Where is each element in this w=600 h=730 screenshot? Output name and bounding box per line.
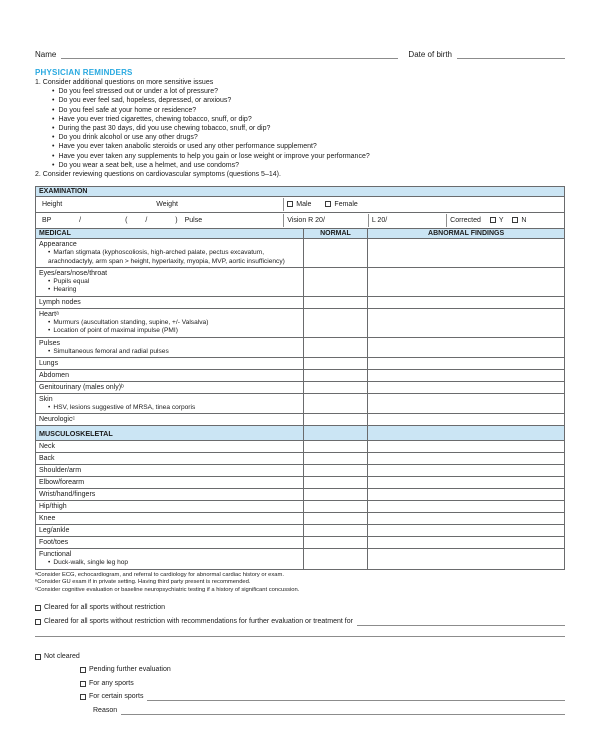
- reason-label: Reason: [93, 706, 118, 714]
- exam-item-label: Appearance: [39, 241, 77, 249]
- exam-table-row: [36, 370, 565, 382]
- exam-table-row: [36, 394, 565, 414]
- exam-item-bullet: • Location of point of maximal impulse (PMI): [39, 327, 300, 335]
- reminder-bullet: • Do you feel safe at your home or residence?: [52, 106, 565, 115]
- exam-item-cell: [36, 441, 304, 453]
- normal-entry-cell[interactable]: [303, 513, 368, 525]
- exam-item-cell: [36, 394, 304, 414]
- exam-table-row: [36, 465, 565, 477]
- male-label: Male: [296, 200, 312, 208]
- exam-item-label: Heartᵃ: [39, 310, 59, 318]
- exam-item-label: Pulses: [39, 339, 61, 347]
- exam-item-label: Knee: [39, 515, 56, 523]
- exam-item-cell: [36, 537, 304, 549]
- exam-item-label: Shoulder/arm: [39, 467, 82, 475]
- exam-item-cell: [36, 501, 304, 513]
- name-input-line[interactable]: [61, 50, 398, 59]
- bp-slash-2-icon: /: [145, 216, 148, 224]
- exam-item-cell: [36, 414, 304, 426]
- exam-table-row: [36, 453, 565, 465]
- treatment-for-input-line[interactable]: [357, 625, 565, 626]
- normal-entry-cell[interactable]: [303, 337, 368, 357]
- normal-entry-cell[interactable]: [303, 414, 368, 426]
- medical-column-header-row: [36, 229, 565, 239]
- bp-label: BP: [42, 216, 52, 224]
- reminder-bullet: • Do you feel stressed out or under a lot of pressure?: [52, 87, 565, 96]
- clearance-section: [35, 603, 565, 715]
- abnormal-findings-entry-cell[interactable]: [368, 308, 565, 337]
- exam-table-row: [36, 268, 565, 297]
- for-any-sports-checkbox[interactable]: [80, 681, 86, 687]
- exam-table-row: [36, 441, 565, 453]
- normal-entry-cell[interactable]: [303, 370, 368, 382]
- bp-vision-row: [36, 213, 565, 229]
- examination-section-header: EXAMINATION: [36, 187, 565, 197]
- exam-item-cell: [36, 549, 304, 569]
- name-dob-row: [35, 50, 565, 59]
- exam-item-label: Back: [39, 455, 55, 463]
- vision-right-segment[interactable]: [283, 214, 368, 227]
- not-cleared-row: [35, 652, 565, 661]
- not-cleared-checkbox[interactable]: [35, 654, 41, 660]
- footnotes: [35, 572, 565, 594]
- vision-left-segment[interactable]: [368, 214, 446, 227]
- for-any-sports-label: For any sports: [89, 679, 134, 687]
- exam-item-cell: [36, 296, 304, 308]
- musculoskeletal-normal-header-cell: [303, 426, 368, 441]
- corrected-no-label: N: [521, 216, 527, 224]
- exam-item-cell: [36, 525, 304, 537]
- exam-item-cell: [36, 308, 304, 337]
- height-weight-segment: [39, 198, 283, 211]
- abnormal-findings-column-header: ABNORMAL FINDINGS: [368, 229, 565, 239]
- physician-reminders-title: PHYSICIAN REMINDERS: [35, 68, 133, 77]
- exam-item-bullet: • Simultaneous femoral and radial pulses: [39, 348, 300, 356]
- exam-item-cell: [36, 477, 304, 489]
- normal-entry-cell[interactable]: [303, 268, 368, 297]
- examination-table: [35, 186, 565, 570]
- examination-header-row: [36, 187, 565, 197]
- normal-entry-cell[interactable]: [303, 441, 368, 453]
- exam-item-label: Wrist/hand/fingers: [39, 491, 96, 499]
- corrected-segment: [446, 214, 561, 227]
- exam-item-bullet: • HSV, lesions suggestive of MRSA, tinea corporis: [39, 404, 300, 412]
- exam-table-row: [36, 525, 565, 537]
- sex-segment: [283, 198, 561, 211]
- exam-item-label: Hip/thigh: [39, 503, 67, 511]
- exam-table-row: [36, 414, 565, 426]
- pulse-label: Pulse: [184, 216, 203, 224]
- normal-entry-cell[interactable]: [303, 525, 368, 537]
- exam-table-row: [36, 549, 565, 569]
- cleared-with-recommendations-row: [35, 617, 565, 626]
- reason-input-line[interactable]: [121, 714, 565, 715]
- reminder-item-1: 1. Consider additional questions on more sensitive issues: [35, 79, 214, 86]
- not-cleared-label: Not cleared: [44, 652, 80, 660]
- corrected-yes-checkbox[interactable]: [490, 217, 496, 223]
- normal-entry-cell[interactable]: [303, 394, 368, 414]
- normal-entry-cell[interactable]: [303, 489, 368, 501]
- exam-table-row: [36, 513, 565, 525]
- reminder-item-2: 2. Consider reviewing questions on cardiovascular symptoms (questions 5–14).: [35, 171, 281, 179]
- normal-entry-cell[interactable]: [303, 358, 368, 370]
- exam-item-label: Eyes/ears/nose/throat: [39, 270, 108, 278]
- reminder-bullet: • During the past 30 days, did you use chewing tobacco, snuff, or dip?: [52, 124, 565, 133]
- normal-entry-cell[interactable]: [303, 308, 368, 337]
- exam-item-label: Elbow/forearm: [39, 479, 85, 487]
- reason-row: [93, 706, 565, 715]
- bp-slash-icon: /: [79, 216, 82, 224]
- exam-item-label: Abdomen: [39, 372, 69, 380]
- bp-open-paren: (: [125, 216, 128, 224]
- reminder-bullet-list: [52, 87, 565, 170]
- female-label: Female: [334, 200, 358, 208]
- reminder-bullet: • Have you ever taken anabolic steroids or used any other performance supplement?: [52, 142, 565, 151]
- normal-entry-cell[interactable]: [303, 465, 368, 477]
- abnormal-findings-entry-cell[interactable]: [368, 489, 565, 501]
- normal-entry-cell[interactable]: [303, 501, 368, 513]
- abnormal-findings-entry-cell[interactable]: [368, 239, 565, 268]
- exam-item-label: Leg/ankle: [39, 527, 70, 535]
- exam-item-label: Lymph nodes: [39, 298, 81, 306]
- abnormal-findings-entry-cell[interactable]: [368, 296, 565, 308]
- male-checkbox[interactable]: [287, 201, 293, 207]
- abnormal-findings-entry-cell[interactable]: [368, 525, 565, 537]
- for-any-sports-row: [80, 679, 565, 688]
- exam-item-label: Foot/toes: [39, 539, 69, 547]
- exam-item-bullet: • Pupils equal: [39, 278, 300, 286]
- abnormal-findings-entry-cell[interactable]: [368, 441, 565, 453]
- pending-evaluation-checkbox[interactable]: [80, 667, 86, 673]
- exam-table-row: [36, 477, 565, 489]
- footnote: ᶜConsider cognitive evaluation or baseline neuropsychiatric testing if a history of significant concussion.: [35, 586, 300, 593]
- female-checkbox[interactable]: [325, 201, 331, 207]
- height-weight-row: [36, 197, 565, 213]
- cleared-with-recommendations-label: Cleared for all sports without restriction with recommendations for further evaluation or treatment for: [44, 617, 353, 625]
- pending-evaluation-row: [80, 665, 565, 674]
- corrected-label: Corrected: [450, 216, 481, 224]
- exam-item-cell: [36, 465, 304, 477]
- exam-item-bullet: • Marfan stigmata (kyphoscoliosis, high-arched palate, pectus excavatum, arachnodactyly, arm span > height, hyperlaxity, myopia, MVP, aortic insufficiency): [39, 249, 300, 266]
- dob-input-line[interactable]: [457, 50, 565, 59]
- exam-table-row: [36, 358, 565, 370]
- cleared-label: Cleared for all sports without restriction: [44, 604, 165, 612]
- for-certain-sports-checkbox[interactable]: [80, 694, 86, 700]
- exam-item-label: Neck: [39, 443, 55, 451]
- abnormal-findings-entry-cell[interactable]: [368, 370, 565, 382]
- certain-sports-input-line[interactable]: [147, 700, 565, 701]
- exam-item-cell: [36, 453, 304, 465]
- physician-reminders-list: [35, 78, 565, 179]
- abnormal-findings-entry-cell[interactable]: [368, 268, 565, 297]
- bp-close-paren: ): [175, 216, 178, 224]
- normal-column-header: NORMAL: [303, 229, 368, 239]
- reminder-bullet: • Have you ever tried cigarettes, chewing tobacco, snuff, or dip?: [52, 115, 565, 124]
- exam-item-cell: [36, 337, 304, 357]
- bp-vision-cell: [36, 213, 565, 229]
- abnormal-findings-entry-cell[interactable]: [368, 513, 565, 525]
- exam-item-bullet: • Duck-walk, single leg hop: [39, 559, 300, 567]
- normal-entry-cell[interactable]: [303, 239, 368, 268]
- abnormal-findings-entry-cell[interactable]: [368, 414, 565, 426]
- exam-table-row: [36, 382, 565, 394]
- corrected-yes-label: Y: [498, 216, 504, 224]
- cleared-with-recommendations-checkbox[interactable]: [35, 619, 41, 625]
- exam-item-bullet: • Hearing: [39, 286, 300, 294]
- exam-table-row: [36, 296, 565, 308]
- corrected-no-checkbox[interactable]: [512, 217, 518, 223]
- normal-entry-cell[interactable]: [303, 537, 368, 549]
- exam-item-cell: [36, 489, 304, 501]
- height-weight-cell: [36, 197, 565, 213]
- musculoskeletal-header-row: [36, 426, 565, 441]
- exam-item-label: Genitourinary (males only)ᵇ: [39, 384, 124, 392]
- reminder-bullet: • Do you ever feel sad, hopeless, depressed, or anxious?: [52, 96, 565, 105]
- normal-entry-cell[interactable]: [303, 382, 368, 394]
- abnormal-findings-entry-cell[interactable]: [368, 394, 565, 414]
- exam-table-row: [36, 501, 565, 513]
- abnormal-findings-entry-cell[interactable]: [368, 465, 565, 477]
- normal-entry-cell[interactable]: [303, 549, 368, 569]
- normal-entry-cell[interactable]: [303, 453, 368, 465]
- medical-column-header: MEDICAL: [36, 229, 304, 239]
- exam-item-cell: [36, 382, 304, 394]
- vision-right-label: Vision R 20/: [287, 216, 325, 224]
- exam-table-row: [36, 537, 565, 549]
- exam-item-bullet: • Murmurs (auscultation standing, supine, +/- Valsalva): [39, 319, 300, 327]
- vision-left-label: L 20/: [371, 216, 388, 224]
- reminder-bullet: • Do you wear a seat belt, use a helmet, and use condoms?: [52, 161, 565, 170]
- musculoskeletal-section-header: MUSCULOSKELETAL: [36, 426, 304, 441]
- exam-table-row: [36, 489, 565, 501]
- exam-item-cell: [36, 370, 304, 382]
- exam-item-cell: [36, 358, 304, 370]
- height-label: Height: [42, 200, 63, 208]
- abnormal-findings-entry-cell[interactable]: [368, 537, 565, 549]
- exam-item-cell: [36, 239, 304, 268]
- footnote: ᵇConsider GU exam if in private setting. Having third party present is recommended.: [35, 579, 251, 586]
- exam-item-label: Lungs: [39, 360, 59, 368]
- normal-entry-cell[interactable]: [303, 477, 368, 489]
- exam-item-label: Functional: [39, 551, 72, 559]
- exam-table-row: [36, 239, 565, 268]
- weight-label: Weight: [156, 200, 178, 208]
- abnormal-findings-entry-cell[interactable]: [368, 477, 565, 489]
- abnormal-findings-entry-cell[interactable]: [368, 337, 565, 357]
- treatment-for-continuation-line[interactable]: [35, 626, 565, 637]
- abnormal-findings-entry-cell[interactable]: [368, 501, 565, 513]
- exam-item-label: Skin: [39, 396, 53, 404]
- footnote: ᵃConsider ECG, echocardiogram, and referral to cardiology for abnormal cardiac history or exam.: [35, 571, 284, 578]
- for-certain-sports-label: For certain sports: [89, 693, 144, 701]
- abnormal-findings-entry-cell[interactable]: [368, 382, 565, 394]
- abnormal-findings-entry-cell[interactable]: [368, 453, 565, 465]
- bp-segment[interactable]: [39, 214, 283, 227]
- reminder-bullet: • Do you drink alcohol or use any other drugs?: [52, 133, 565, 142]
- dob-label: Date of birth: [408, 50, 452, 59]
- exam-table-row: [36, 308, 565, 337]
- name-label: Name: [35, 50, 57, 59]
- abnormal-findings-entry-cell[interactable]: [368, 358, 565, 370]
- abnormal-findings-entry-cell[interactable]: [368, 549, 565, 569]
- normal-entry-cell[interactable]: [303, 296, 368, 308]
- musculoskeletal-abnormal-header-cell: [368, 426, 565, 441]
- exam-item-label: Neurologicᶜ: [39, 416, 75, 424]
- pending-evaluation-label: Pending further evaluation: [89, 666, 171, 674]
- exam-item-cell: [36, 268, 304, 297]
- cleared-checkbox[interactable]: [35, 605, 41, 611]
- reminder-bullet: • Have you ever taken any supplements to help you gain or lose weight or improve your performance?: [52, 152, 565, 161]
- cleared-row: [35, 603, 565, 612]
- for-certain-sports-row: [80, 692, 565, 701]
- exam-item-cell: [36, 513, 304, 525]
- exam-table-row: [36, 337, 565, 357]
